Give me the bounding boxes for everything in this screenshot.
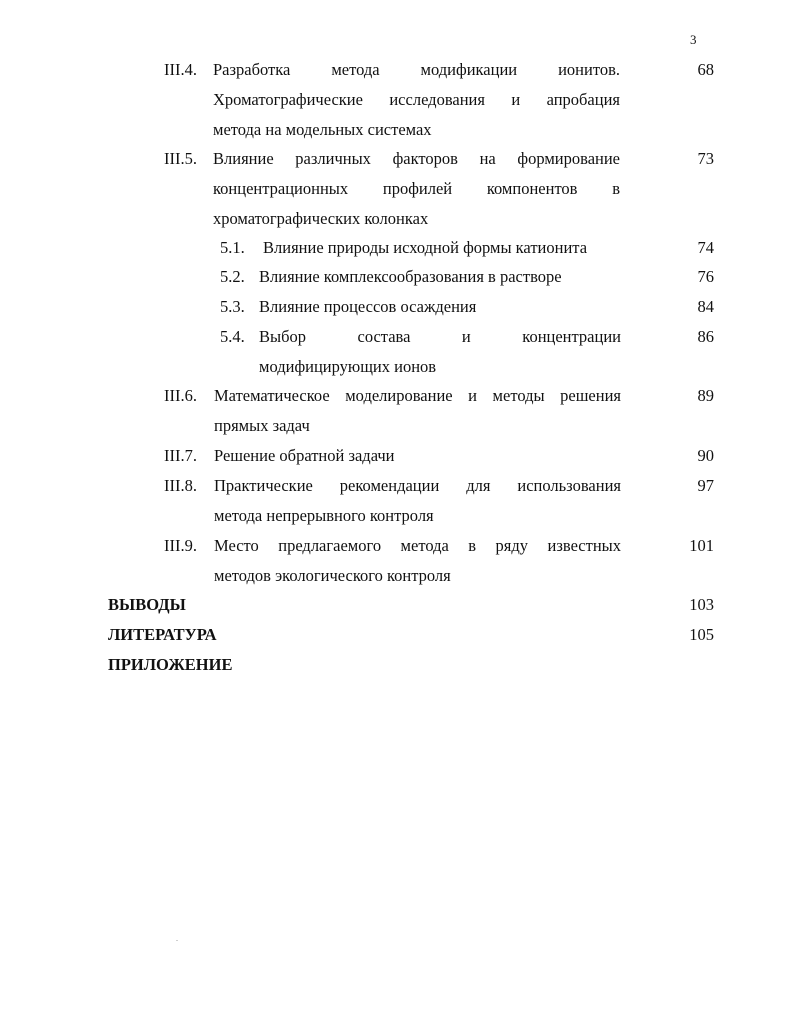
toc-entry-III-4 bbox=[164, 55, 716, 145]
toc-entry-title-line: Хроматографические исследования и апробация bbox=[213, 90, 620, 109]
toc-entry-title-line: Математическое моделирование и методы решения bbox=[214, 386, 621, 405]
toc-entry-title-line: концентрационных профилей компонентов в bbox=[213, 179, 620, 198]
page-number: 3 bbox=[690, 32, 697, 47]
toc-entry-title-line: Влияние процессов осаждения bbox=[259, 297, 477, 316]
toc-entry-III-7 bbox=[164, 441, 716, 471]
toc-entry-III-5 bbox=[164, 144, 716, 234]
toc-entry-page: 84 bbox=[697, 297, 714, 316]
toc-entry-page: 68 bbox=[697, 60, 714, 79]
toc-entry-III-6 bbox=[164, 381, 716, 441]
toc-entry-number: 5.4. bbox=[220, 327, 245, 346]
toc-entry-5-1 bbox=[220, 233, 716, 263]
toc-entry-title-line: Влияние различных факторов на формирование bbox=[213, 149, 620, 168]
toc-entry-title-line: Решение обратной задачи bbox=[214, 446, 395, 465]
toc-entry-number: III.5. bbox=[164, 149, 197, 168]
toc-section-appendix: ПРИЛОЖЕНИЕ bbox=[108, 655, 233, 674]
toc-entry-title-line: Разработка метода модификации ионитов. bbox=[213, 60, 620, 79]
toc-entry-number: III.4. bbox=[164, 60, 197, 79]
toc-entry-number: III.9. bbox=[164, 536, 197, 555]
toc-entry-title-line: Влияние комплексообразования в растворе bbox=[259, 267, 562, 286]
toc-section-page: 105 bbox=[689, 625, 714, 644]
toc-entry-number: 5.1. bbox=[220, 238, 245, 257]
toc-entry-5-4 bbox=[220, 322, 716, 382]
toc-entry-page: 73 bbox=[697, 149, 714, 168]
toc-entry-5-3 bbox=[220, 292, 716, 322]
toc-entry-page: 101 bbox=[689, 536, 714, 555]
toc-section-literature: ЛИТЕРАТУРА bbox=[108, 625, 217, 644]
toc-entry-page: 97 bbox=[697, 476, 714, 495]
toc-entry-title-line: Влияние природы исходной формы катионита bbox=[263, 238, 588, 257]
toc-entry-5-2 bbox=[220, 262, 716, 292]
toc-entry-number: III.6. bbox=[164, 386, 197, 405]
toc-entry-title-line: Практические рекомендации для использования bbox=[214, 476, 621, 495]
toc-entry-title-line: метода на модельных системах bbox=[213, 120, 432, 139]
toc-entry-page: 76 bbox=[697, 267, 714, 286]
toc-entry-number: 5.3. bbox=[220, 297, 245, 316]
toc-entry-title-line: метода непрерывного контроля bbox=[214, 506, 434, 525]
toc-entry-III-9 bbox=[164, 531, 716, 591]
toc-section-page: 103 bbox=[689, 595, 714, 614]
toc-entry-page: 86 bbox=[697, 327, 714, 346]
toc-entry-title-line: Место предлагаемого метода в ряду известных bbox=[214, 536, 621, 555]
toc-entry-number: 5.2. bbox=[220, 267, 245, 286]
toc-entry-title-line: модифицирующих ионов bbox=[259, 357, 437, 376]
toc-entry-page: 74 bbox=[697, 238, 714, 257]
toc-entry-title-line: прямых задач bbox=[214, 416, 310, 435]
toc-entry-title-line: Выбор состава и концентрации bbox=[259, 327, 621, 346]
toc-entry-page: 90 bbox=[697, 446, 714, 465]
toc-entry-III-8 bbox=[164, 471, 716, 531]
toc-section-conclusions: ВЫВОДЫ bbox=[108, 595, 186, 614]
toc-entry-number: III.7. bbox=[164, 446, 197, 465]
toc-entry-number: III.8. bbox=[164, 476, 197, 495]
toc-entry-title-line: хроматографических колонках bbox=[213, 209, 429, 228]
toc-entry-title-line: методов экологического контроля bbox=[214, 566, 451, 585]
toc-entry-page: 89 bbox=[697, 386, 714, 405]
scan-speck bbox=[176, 940, 178, 941]
